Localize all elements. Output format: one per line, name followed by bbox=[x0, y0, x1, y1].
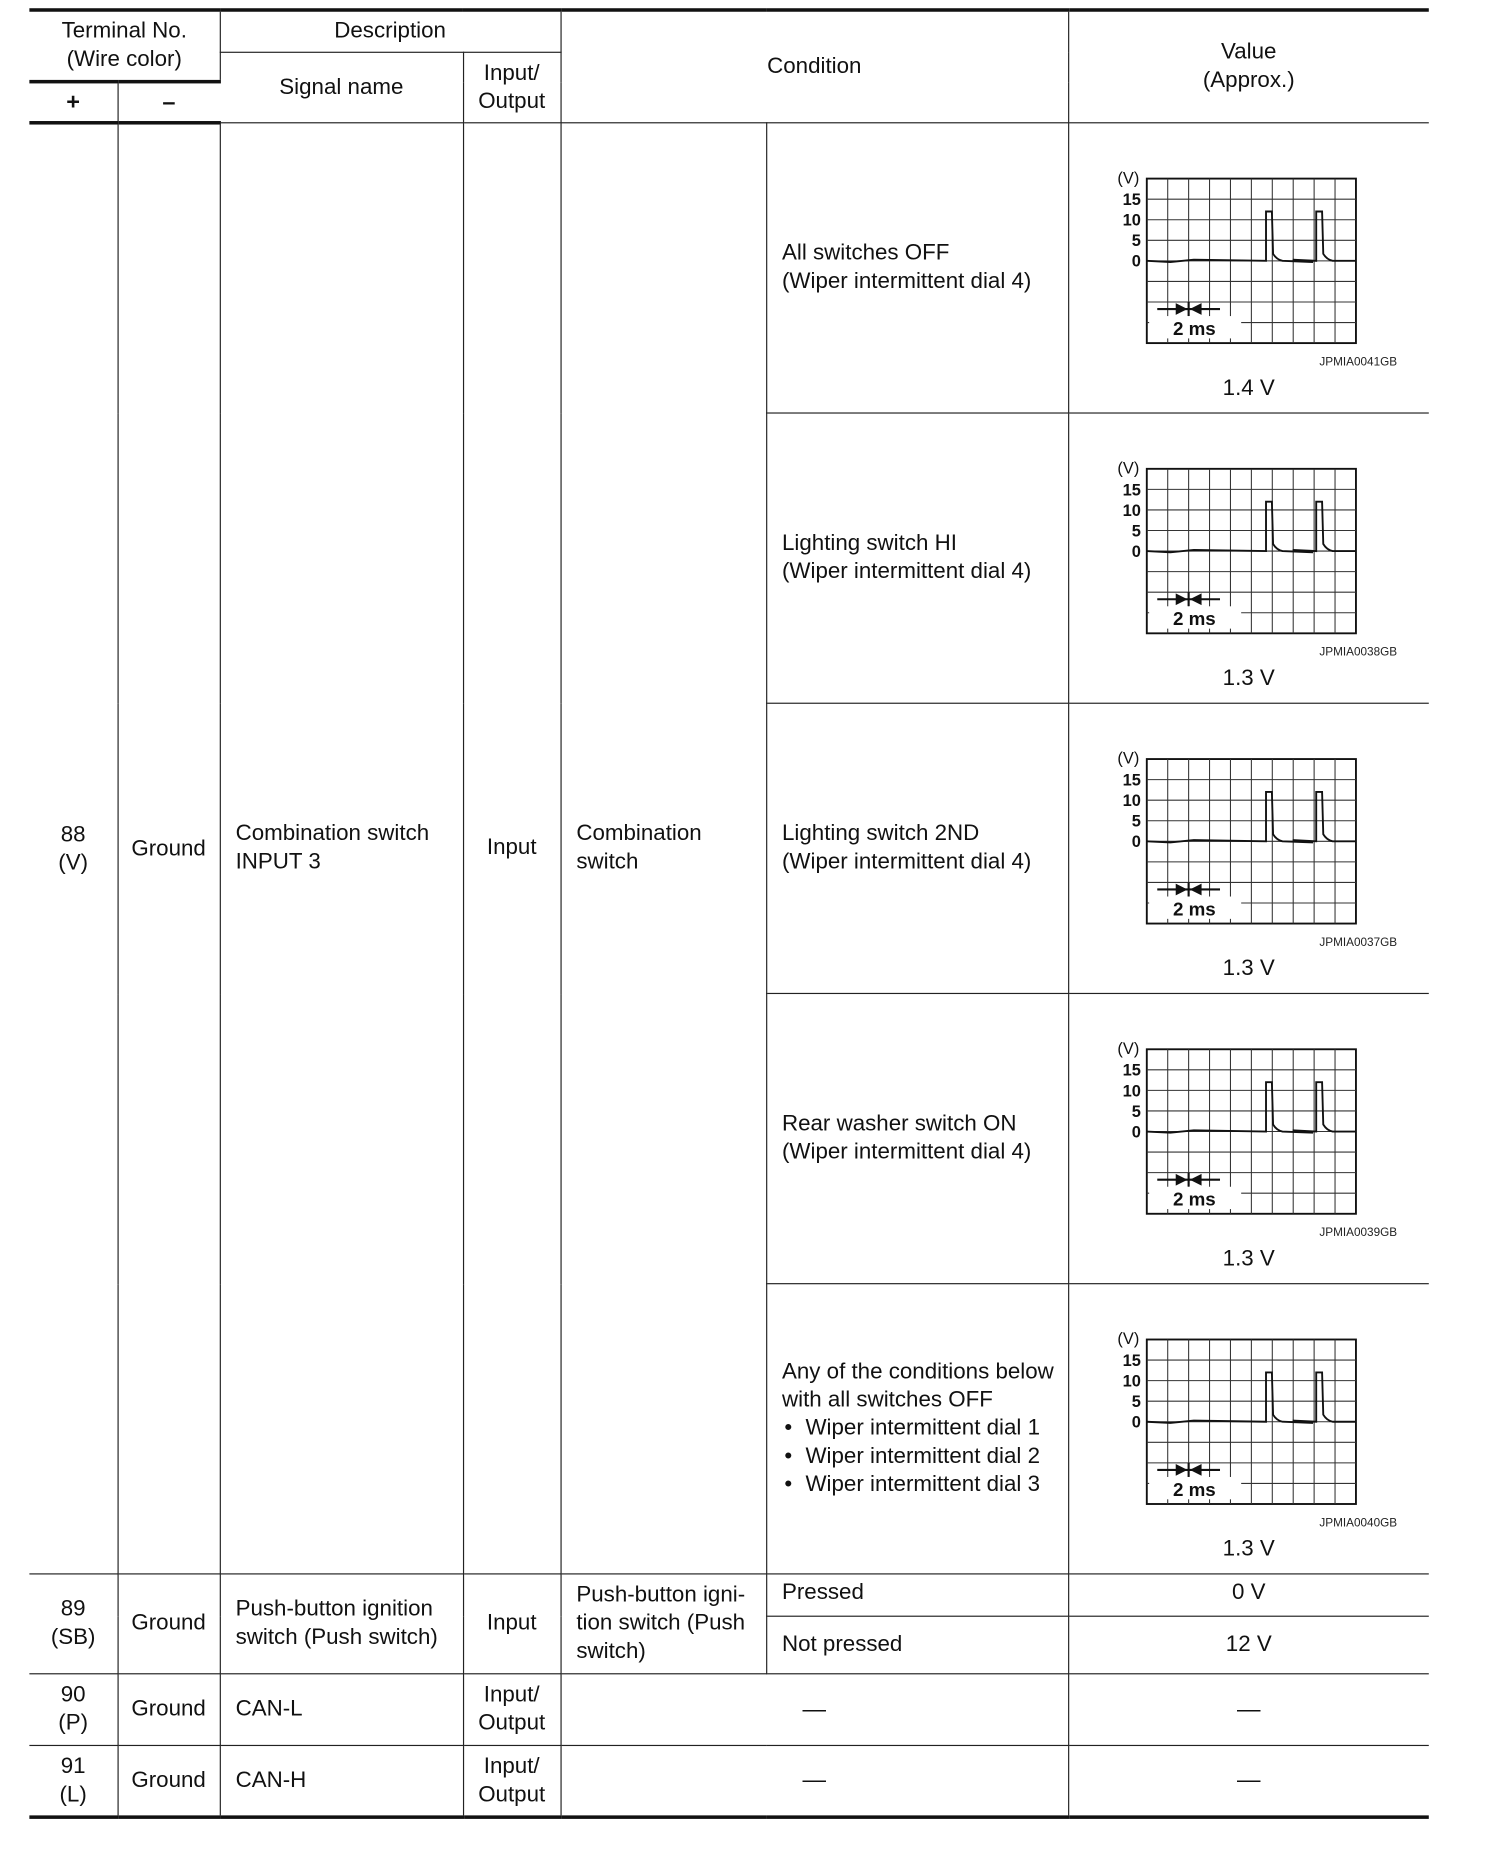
condition-line: Rear washer switch ON bbox=[781, 1111, 1017, 1137]
y-tick-label: 10 bbox=[1122, 1372, 1141, 1391]
y-tick-label: 15 bbox=[1122, 1351, 1141, 1370]
voltage-value: 1.4 V bbox=[1222, 376, 1275, 401]
terminal-88-cell bbox=[29, 123, 117, 1574]
description-label: Description bbox=[334, 18, 446, 44]
signal-name: Push-button ignition switch (Push switch) bbox=[235, 1596, 438, 1650]
sub-condition-3 bbox=[766, 703, 1068, 993]
signal-90 bbox=[220, 1674, 463, 1746]
io-90 bbox=[463, 1674, 561, 1746]
terminal-91-cell bbox=[29, 1745, 117, 1817]
time-scale-label: 2 ms bbox=[1172, 898, 1216, 920]
y-tick-label: 10 bbox=[1122, 792, 1141, 811]
arrow-left-icon bbox=[1189, 1174, 1201, 1186]
wire-color: (SB) bbox=[50, 1625, 96, 1650]
condition-line: (Wiper intermittent dial 4) bbox=[781, 559, 1032, 584]
not-pressed-label: Not pressed bbox=[781, 1632, 903, 1657]
approx-label: (Approx.) bbox=[1202, 68, 1295, 93]
condition-pressed bbox=[766, 1574, 1068, 1616]
io-label: Input bbox=[486, 835, 537, 861]
voltage-value: 1.3 V bbox=[1222, 1536, 1275, 1562]
condition-line: (Wiper intermittent dial 4) bbox=[781, 849, 1032, 875]
y-tick-label: 0 bbox=[1131, 833, 1141, 852]
bullet-dot: • bbox=[784, 1472, 793, 1497]
terminal-number: 91 bbox=[60, 1753, 86, 1779]
header-minus bbox=[117, 82, 219, 123]
sub-condition-4 bbox=[766, 993, 1068, 1283]
value-cell-4 bbox=[1068, 993, 1429, 1283]
ground-89 bbox=[117, 1574, 219, 1674]
condition-line: Lighting switch HI bbox=[781, 531, 957, 556]
y-tick-label: 0 bbox=[1131, 252, 1141, 271]
io-88 bbox=[463, 123, 561, 1574]
condition-label: Condition bbox=[767, 54, 862, 79]
condition-line: Lighting switch 2ND bbox=[781, 821, 980, 846]
condition-main-88 bbox=[560, 123, 766, 1574]
header-condition bbox=[560, 10, 1068, 123]
signal-name: Combination switch INPUT 3 bbox=[235, 821, 430, 875]
arrow-left-icon bbox=[1189, 1464, 1201, 1476]
ground-label: Ground bbox=[131, 836, 206, 861]
time-scale-label: 2 ms bbox=[1172, 1188, 1216, 1210]
y-tick-label: 5 bbox=[1131, 1393, 1141, 1412]
unit-label: (V) bbox=[1116, 749, 1139, 768]
sub-condition-5 bbox=[766, 1284, 1068, 1574]
signal-name-label: Signal name bbox=[279, 74, 404, 100]
y-tick-label: 0 bbox=[1131, 1413, 1141, 1432]
header-input-output bbox=[463, 52, 561, 123]
ground-label: Ground bbox=[131, 1696, 206, 1722]
bullet-item bbox=[782, 1415, 1068, 1443]
terminal-spec-table bbox=[29, 8, 1428, 1819]
figure-code: JPMIA0041GB bbox=[1319, 356, 1398, 369]
unit-label: (V) bbox=[1116, 1039, 1139, 1058]
header-description bbox=[220, 10, 561, 52]
figure-code: JPMIA0040GB bbox=[1319, 1516, 1398, 1530]
terminal-no-label: Terminal No. bbox=[61, 18, 187, 44]
y-tick-label: 10 bbox=[1122, 211, 1141, 230]
signal-name: CAN-L bbox=[235, 1696, 303, 1722]
signal-88 bbox=[220, 123, 463, 1574]
y-tick-label: 0 bbox=[1131, 542, 1141, 561]
value-90 bbox=[1068, 1674, 1429, 1746]
y-tick-label: 10 bbox=[1122, 501, 1141, 520]
value-label: Value bbox=[1221, 39, 1277, 65]
value-cell-1 bbox=[1068, 123, 1429, 413]
arrow-right-icon bbox=[1175, 884, 1187, 896]
condition-90 bbox=[560, 1674, 1068, 1746]
arrow-left-icon bbox=[1189, 303, 1201, 315]
wire-color: (V) bbox=[58, 850, 89, 875]
value-pressed bbox=[1068, 1574, 1429, 1616]
y-tick-label: 0 bbox=[1131, 1123, 1141, 1142]
y-tick-label: 5 bbox=[1131, 232, 1141, 251]
header-value bbox=[1068, 10, 1429, 123]
bullet-text: Wiper intermittent dial 2 bbox=[805, 1444, 1040, 1469]
y-tick-label: 15 bbox=[1122, 771, 1141, 790]
y-tick-label: 10 bbox=[1122, 1082, 1141, 1101]
y-tick-label: 15 bbox=[1122, 481, 1141, 500]
signal-91 bbox=[220, 1745, 463, 1817]
voltage-value: 0 V bbox=[1231, 1580, 1266, 1606]
arrow-left-icon bbox=[1189, 593, 1201, 605]
condition-main-text: Push-button igni- tion switch (Push switch) bbox=[576, 1582, 746, 1664]
dash: — bbox=[802, 1696, 827, 1722]
y-tick-label: 5 bbox=[1131, 812, 1141, 831]
condition-not-pressed bbox=[766, 1616, 1068, 1674]
wire-color: (L) bbox=[59, 1781, 87, 1807]
value-91 bbox=[1068, 1745, 1429, 1817]
figure-code: JPMIA0039GB bbox=[1319, 1226, 1398, 1240]
y-tick-label: 5 bbox=[1131, 1102, 1141, 1121]
pressed-label: Pressed bbox=[781, 1580, 864, 1606]
time-scale-label: 2 ms bbox=[1172, 1478, 1216, 1500]
arrow-right-icon bbox=[1175, 593, 1187, 605]
bullet-text: Wiper intermittent dial 1 bbox=[805, 1415, 1040, 1441]
voltage-value: 12 V bbox=[1225, 1632, 1272, 1657]
arrow-right-icon bbox=[1175, 1464, 1187, 1476]
condition-line: (Wiper intermittent dial 4) bbox=[781, 269, 1032, 294]
bullet-dot: • bbox=[784, 1444, 793, 1469]
io-label: Input/ Output bbox=[478, 1753, 546, 1807]
condition-line: Any of the conditions below with all switches OFF bbox=[781, 1359, 1054, 1413]
arrow-right-icon bbox=[1175, 1174, 1187, 1186]
bullet-dot: • bbox=[784, 1415, 793, 1441]
io-89 bbox=[463, 1574, 561, 1674]
dash: — bbox=[802, 1767, 827, 1794]
voltage-value: 1.3 V bbox=[1222, 666, 1275, 691]
voltage-value: 1.3 V bbox=[1222, 1246, 1275, 1272]
condition-line: (Wiper intermittent dial 4) bbox=[781, 1139, 1032, 1165]
time-scale-label: 2 ms bbox=[1172, 317, 1216, 339]
dash: — bbox=[1236, 1696, 1261, 1722]
unit-label: (V) bbox=[1116, 169, 1139, 188]
input-output-label: Input/ Output bbox=[478, 60, 546, 114]
terminal-90-cell bbox=[29, 1674, 117, 1746]
bullet-list bbox=[782, 1415, 1068, 1500]
condition-91 bbox=[560, 1745, 1068, 1817]
ground-label: Ground bbox=[131, 1767, 206, 1793]
wire-color: (P) bbox=[58, 1710, 89, 1736]
signal-name: CAN-H bbox=[235, 1767, 307, 1793]
ground-91 bbox=[117, 1745, 219, 1817]
figure-code: JPMIA0038GB bbox=[1319, 646, 1398, 660]
ground-88 bbox=[117, 123, 219, 1574]
wire-color-label: (Wire color) bbox=[66, 47, 182, 72]
unit-label: (V) bbox=[1116, 1330, 1139, 1349]
io-91 bbox=[463, 1745, 561, 1817]
bullet-text: Wiper intermittent dial 3 bbox=[805, 1472, 1040, 1497]
value-not-pressed bbox=[1068, 1616, 1429, 1674]
terminal-89-cell bbox=[29, 1574, 117, 1674]
terminal-number: 89 bbox=[60, 1596, 86, 1622]
arrow-left-icon bbox=[1189, 884, 1201, 896]
terminal-number: 88 bbox=[60, 821, 86, 847]
figure-code: JPMIA0037GB bbox=[1319, 936, 1398, 950]
minus-sign: – bbox=[162, 88, 176, 115]
unit-label: (V) bbox=[1116, 459, 1139, 478]
plus-sign: + bbox=[66, 88, 81, 115]
header-plus bbox=[29, 82, 117, 123]
value-cell-3 bbox=[1068, 703, 1429, 993]
dash: — bbox=[1236, 1767, 1261, 1794]
header-signal-name bbox=[220, 52, 463, 123]
bullet-item bbox=[782, 1471, 1068, 1499]
value-cell-5 bbox=[1068, 1284, 1429, 1574]
sub-condition-2 bbox=[766, 413, 1068, 703]
bullet-item bbox=[782, 1443, 1068, 1471]
signal-89 bbox=[220, 1574, 463, 1674]
y-tick-label: 15 bbox=[1122, 191, 1141, 210]
y-tick-label: 15 bbox=[1122, 1061, 1141, 1080]
io-label: Input/ Output bbox=[478, 1682, 546, 1736]
y-tick-label: 5 bbox=[1131, 522, 1141, 541]
voltage-value: 1.3 V bbox=[1222, 956, 1275, 982]
value-cell-2 bbox=[1068, 413, 1429, 703]
header-terminal-no bbox=[29, 10, 219, 82]
sub-condition-1 bbox=[766, 123, 1068, 413]
arrow-right-icon bbox=[1175, 303, 1187, 315]
terminal-number: 90 bbox=[60, 1682, 86, 1708]
condition-main-89 bbox=[560, 1574, 766, 1674]
ground-label: Ground bbox=[131, 1610, 206, 1636]
condition-line: All switches OFF bbox=[781, 240, 950, 266]
time-scale-label: 2 ms bbox=[1172, 608, 1216, 630]
io-label: Input bbox=[486, 1610, 537, 1636]
ground-90 bbox=[117, 1674, 219, 1746]
condition-main-text: Combination switch bbox=[576, 821, 702, 875]
